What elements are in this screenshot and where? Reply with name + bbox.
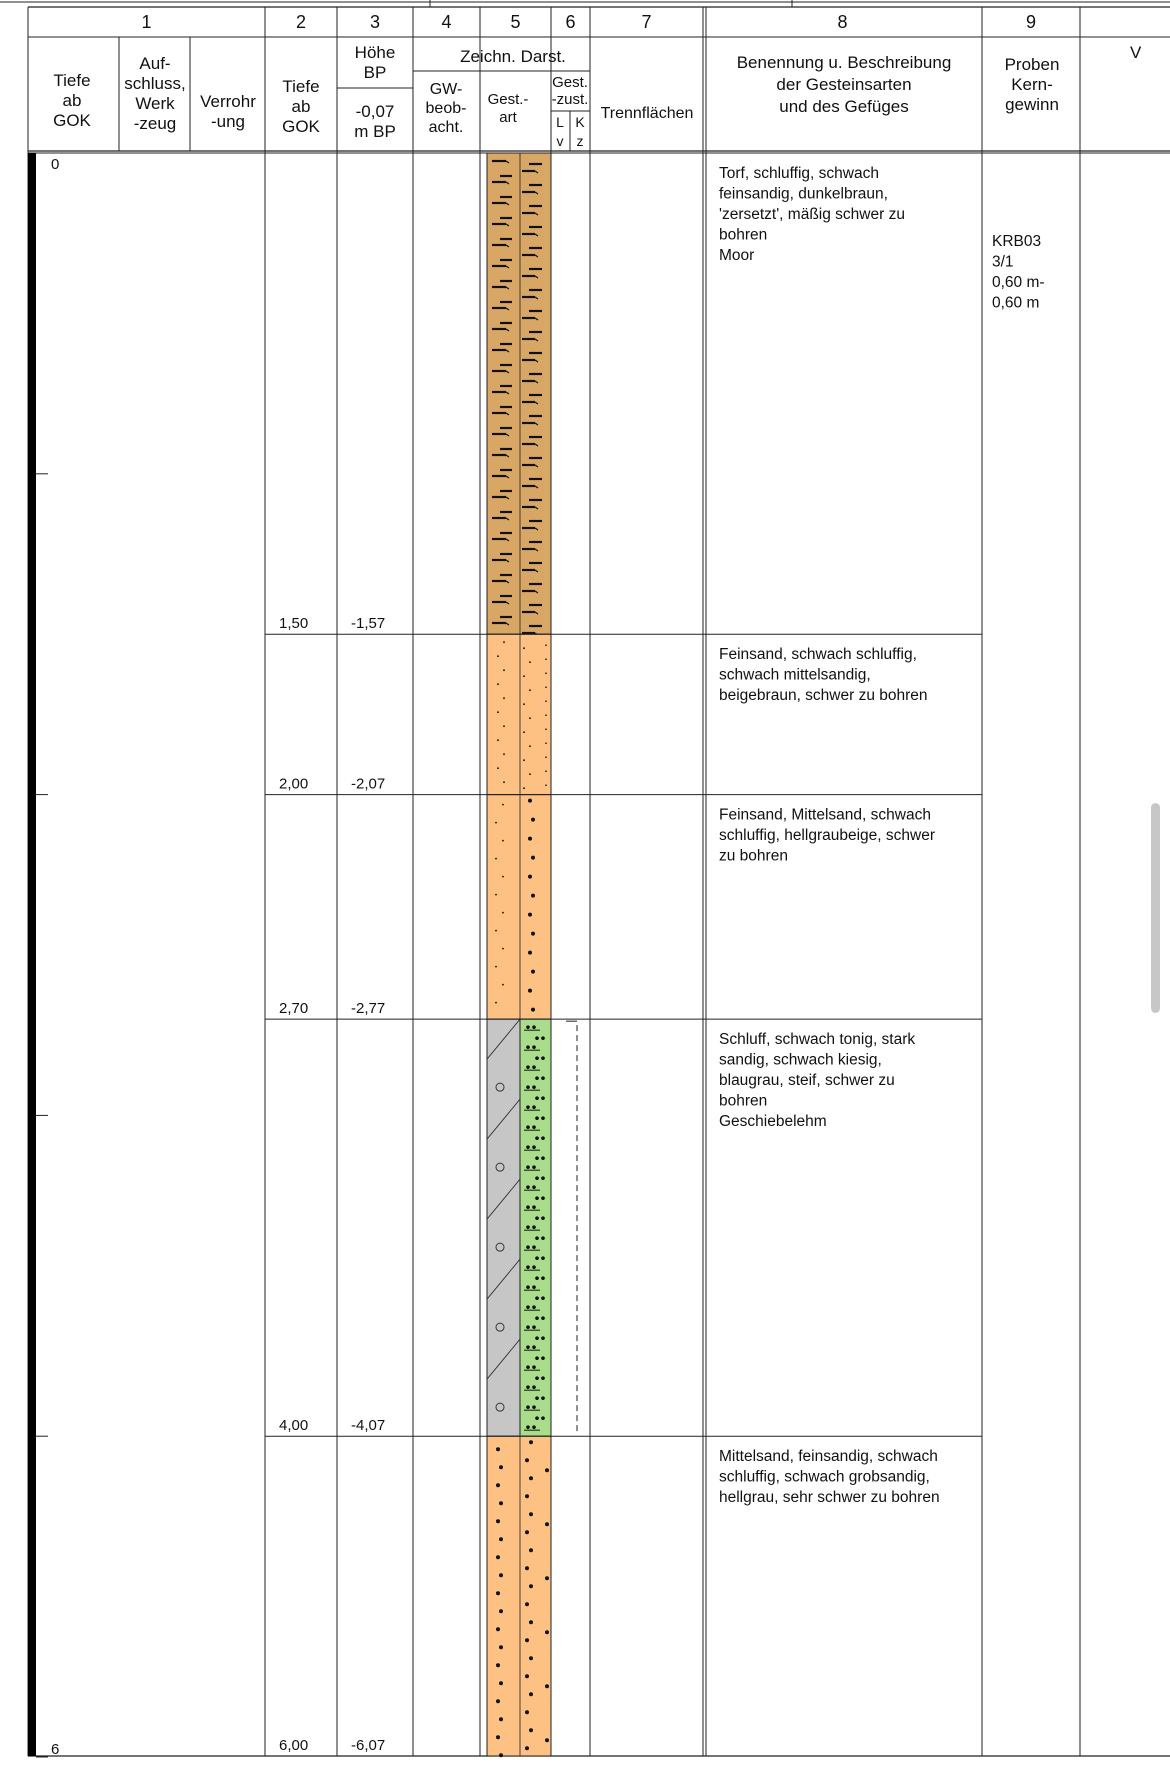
layer-depth-label: 6,00 (279, 1737, 309, 1754)
layer-description: schluffig, hellgraubeige, schwer (719, 827, 935, 845)
sample-label: 0,60 m (992, 294, 1040, 312)
header-hoehe-value: m BP (354, 122, 396, 141)
header-benennung: und des Gefüges (779, 97, 909, 116)
layer-height-label: -2,77 (351, 1000, 386, 1018)
header-gestart: art (499, 109, 517, 126)
layer-description: Mittelsand, feinsandig, schwach (719, 1448, 938, 1466)
layer-description: hellgrau, sehr schwer zu bohren (719, 1489, 940, 1507)
header-aufschluss: Auf- (139, 54, 171, 73)
header-trennflaechen: Trennflächen (600, 105, 694, 122)
column-number: 7 (641, 12, 652, 32)
depth-scale-bar (28, 153, 36, 1756)
layer-description: Geschiebelehm (719, 1113, 827, 1131)
header-gestzust: Gest. (552, 74, 588, 91)
layer-description: bohren (719, 226, 768, 244)
column-number: 3 (369, 12, 381, 32)
layer-height-label: -2,07 (351, 775, 386, 793)
header-verrohrung: -ung (210, 112, 246, 131)
layer-description: sandig, schwach kiesig, (719, 1051, 882, 1069)
layer-pattern-feinsand (487, 634, 551, 794)
column-number: 6 (565, 12, 576, 32)
header-gestart: Gest.- (487, 91, 529, 108)
header-tiefe-ab-gok: Tiefe (53, 71, 91, 90)
vertical-scrollbar[interactable] (1151, 803, 1160, 1013)
layer-description: schwach mittelsandig, (719, 666, 871, 684)
column-number: 9 (1025, 12, 1037, 32)
header-zeichn-darst: Zeichn. Darst. (460, 47, 566, 66)
layer-description: zu bohren (719, 847, 788, 865)
header-aufschluss: Werk (135, 94, 175, 113)
column-number: 8 (837, 12, 848, 32)
layer-height-label: -1,57 (351, 615, 386, 633)
header-tiefe-ab-gok-2: GOK (282, 117, 320, 136)
header-sub-l: L (556, 114, 564, 130)
header-benennung: Benennung u. Beschreibung (736, 53, 952, 72)
header-tiefe-ab-gok: ab (62, 91, 82, 110)
layer-pattern-fein-mittelsand (487, 795, 551, 1020)
layer-description: Feinsand, schwach schluffig, (719, 646, 917, 664)
layer-height-label: -6,07 (351, 1737, 386, 1754)
column-number: 2 (295, 12, 307, 32)
column-number: 4 (441, 12, 452, 32)
layer-depth-label: 2,70 (279, 1000, 309, 1018)
layer-description: Feinsand, Mittelsand, schwach (719, 806, 931, 824)
header-gw-beobacht: acht. (428, 119, 464, 136)
header-gestzust: -zust. (551, 91, 589, 108)
layer-description: bohren (719, 1092, 768, 1110)
layer-depth-label: 2,00 (279, 775, 309, 793)
layer-description: 'zersetzt', mäßig schwer zu (719, 206, 905, 223)
profile-column (487, 153, 551, 1757)
header-gw-beobacht: beob- (425, 100, 467, 117)
header-hoehe-bp: BP (363, 63, 387, 82)
header-sub-z: z (576, 133, 584, 149)
layer-description: Torf, schluffig, schwach (719, 165, 879, 182)
sample-label: KRB03 (992, 233, 1042, 250)
header-col10-partial: V (1130, 43, 1142, 62)
header-proben: gewinn (1005, 95, 1059, 114)
layer-description: blaugrau, steif, schwer zu (719, 1072, 895, 1090)
sample-label: 0,60 m- (992, 274, 1045, 291)
header-aufschluss: -zeug (133, 114, 177, 133)
header-tiefe-ab-gok-2: Tiefe (282, 77, 320, 96)
layer-description: Moor (719, 247, 755, 264)
layer-height-label: -4,07 (351, 1417, 386, 1435)
header-sub-k: K (575, 114, 585, 130)
table-header (53, 12, 1142, 149)
layer-pattern-geschiebelehm (487, 1019, 551, 1440)
layer-description: feinsandig, dunkelbraun, (719, 185, 888, 203)
header-proben: Proben (1004, 55, 1060, 74)
layer-depth-label: 1,50 (279, 615, 309, 633)
layer-depth-label: 4,00 (279, 1417, 309, 1435)
header-gw-beobacht: GW- (429, 81, 463, 98)
scale-label-top: 0 (51, 156, 60, 173)
layer-pattern-mittelsand (487, 1436, 551, 1757)
header-sub-v: v (556, 133, 564, 149)
layer-description: schluffig, schwach grobsandig, (719, 1468, 930, 1486)
header-proben: Kern- (1011, 75, 1053, 94)
layer-pattern-torf (487, 153, 551, 638)
scale-label-bottom: 6 (51, 1741, 60, 1758)
layer-description: Schluff, schwach tonig, stark (719, 1031, 916, 1049)
column-number: 5 (510, 12, 521, 32)
header-benennung: der Gesteinsarten (776, 75, 912, 94)
header-verrohrung: Verrohr (200, 92, 256, 111)
header-aufschluss: schluss, (124, 74, 186, 93)
sample-label: 3/1 (992, 253, 1014, 271)
header-hoehe-value: -0,07 (355, 102, 395, 121)
header-tiefe-ab-gok-2: ab (291, 97, 311, 116)
header-hoehe-bp: Höhe (354, 43, 396, 62)
header-tiefe-ab-gok: GOK (53, 111, 91, 130)
layer-description: beigebraun, schwer zu bohren (719, 687, 928, 705)
column-number: 1 (141, 12, 152, 32)
